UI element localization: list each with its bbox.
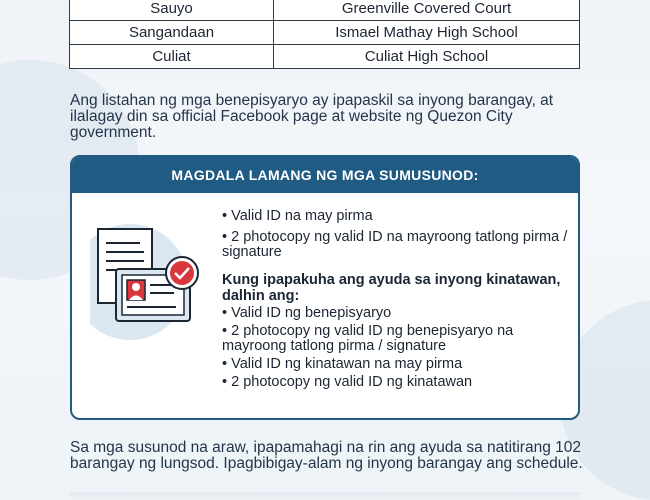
beneficiary-list-notice: Ang listahan ng mga benepisyaryo ay ipapaskil sa inyong barangay, at ilalagay din sa official Facebook page at website ng Quezon City government. bbox=[70, 92, 554, 141]
bottom-fade bbox=[70, 492, 580, 500]
table-cell-barangay: Culiat bbox=[70, 45, 274, 69]
table-cell-barangay: Sangandaan bbox=[70, 21, 274, 45]
venue-table bbox=[69, 0, 580, 69]
table-cell-venue: Culiat High School bbox=[274, 45, 580, 69]
list-item: • 2 photocopy ng valid ID ng benepisyaryo na mayroong tatlong pirma / signature bbox=[222, 323, 514, 354]
requirements-illustration bbox=[90, 217, 240, 347]
table-row bbox=[70, 0, 580, 21]
table-row bbox=[70, 21, 580, 45]
list-item: • Valid ID ng kinatawan na may pirma bbox=[222, 356, 463, 372]
schedule-notice: Sa mga susunod na araw, ipapamahagi na rin ang ayuda sa natitirang 102 barangay ng lungsod. Ipagbibigay-alam ng inyong barangay ang schedule. bbox=[70, 439, 583, 472]
list-item: • Valid ID na may pirma bbox=[222, 208, 373, 224]
list-item: • 2 photocopy ng valid ID na mayroong tatlong pirma / signature bbox=[222, 229, 568, 260]
representative-subhead: Kung ipapakuha ang ayuda sa inyong kinatawan, dalhin ang: bbox=[222, 272, 561, 304]
requirements-card-title: MAGDALA LAMANG NG MGA SUMUSUNOD: bbox=[72, 157, 578, 193]
requirements-card bbox=[70, 155, 580, 420]
table-cell-venue: Greenville Covered Court bbox=[274, 0, 580, 21]
list-item: • Valid ID ng benepisyaryo bbox=[222, 305, 392, 321]
check-badge-icon bbox=[166, 257, 198, 289]
table-cell-barangay: Sauyo bbox=[70, 0, 274, 21]
table-cell-venue: Ismael Mathay High School bbox=[274, 21, 580, 45]
table-row bbox=[70, 45, 580, 69]
list-item: • 2 photocopy ng valid ID ng kinatawan bbox=[222, 374, 473, 390]
requirements-list bbox=[222, 209, 572, 393]
